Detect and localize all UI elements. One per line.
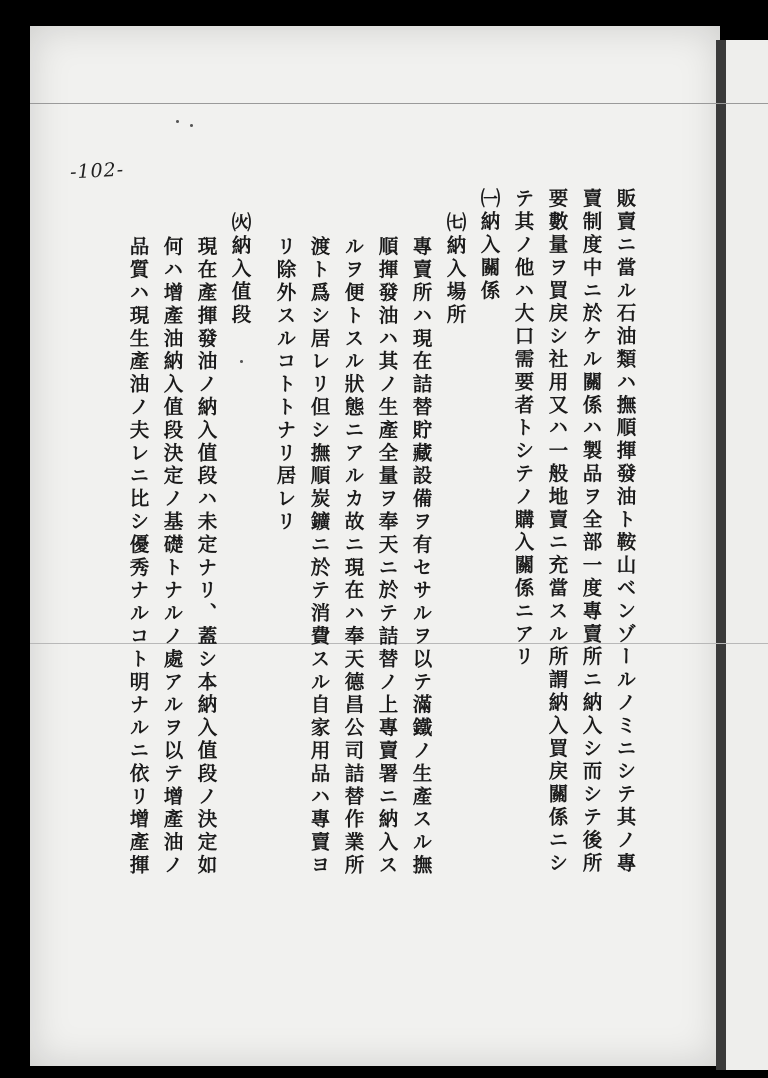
subsection-heading-1: ㈦納入場所 — [443, 212, 467, 327]
text-column-11: 何ハ增產油納入值段決定ノ基礎トナルノ處アルヲ以テ增產油ノ — [160, 236, 184, 878]
speck — [190, 124, 193, 127]
text-column-2: 賣制度中ニ於ケル關係ハ製品ヲ全部一度專賣所ニ納入シ而シテ後所 — [579, 188, 603, 875]
speck — [240, 360, 243, 363]
text-column-10: 現在產揮發油ノ納入值段ハ未定ナリ、蓋シ本納入值段ノ決定如 — [194, 236, 218, 878]
text-column-12: 品質ハ現生產油ノ夫レニ比シ優秀ナルコト明ナルニ依リ增產揮 — [126, 236, 150, 878]
text-column-4: テ其ノ他ハ大口需要者トシテノ購入關係ニアリ — [511, 188, 535, 669]
section-heading-1: ㈠納入關係 — [477, 188, 501, 303]
text-column-7: ルヲ便トスル狀態ニアルカ故ニ現在ハ奉天德昌公司詰替作業所 — [341, 236, 365, 878]
text-column-8: 渡ト爲シ居レリ但シ撫順炭鑛ニ於テ消費スル自家用品ハ專賣ヨ — [307, 236, 331, 878]
speck — [176, 120, 179, 123]
page-number: -102- — [69, 158, 125, 184]
text-column-3: 要數量ヲ買戻シ社用又ハ一般地賣ニ充當スル所謂納入買戻關係ニシ — [545, 188, 569, 875]
page-edge — [716, 40, 726, 1070]
text-column-5: 專賣所ハ現在詰替貯藏設備ヲ有セサルヲ以テ滿鐵ノ生產スル撫 — [409, 236, 433, 878]
text-column-6: 順揮發油ハ其ノ生產全量ヲ奉天ニ於テ詰替ノ上專賣署ニ納入ス — [375, 236, 399, 878]
scan-line — [30, 103, 768, 104]
text-column-1: 販賣ニ當ル石油類ハ撫順揮發油ト鞍山ベンゾールノミニシテ其ノ專 — [613, 188, 637, 875]
text-column-9: リ除外スルコトトナリ居レリ — [273, 236, 297, 534]
subsection-heading-2: ㈫納入值段 — [228, 212, 252, 327]
adjacent-page — [726, 40, 768, 1070]
